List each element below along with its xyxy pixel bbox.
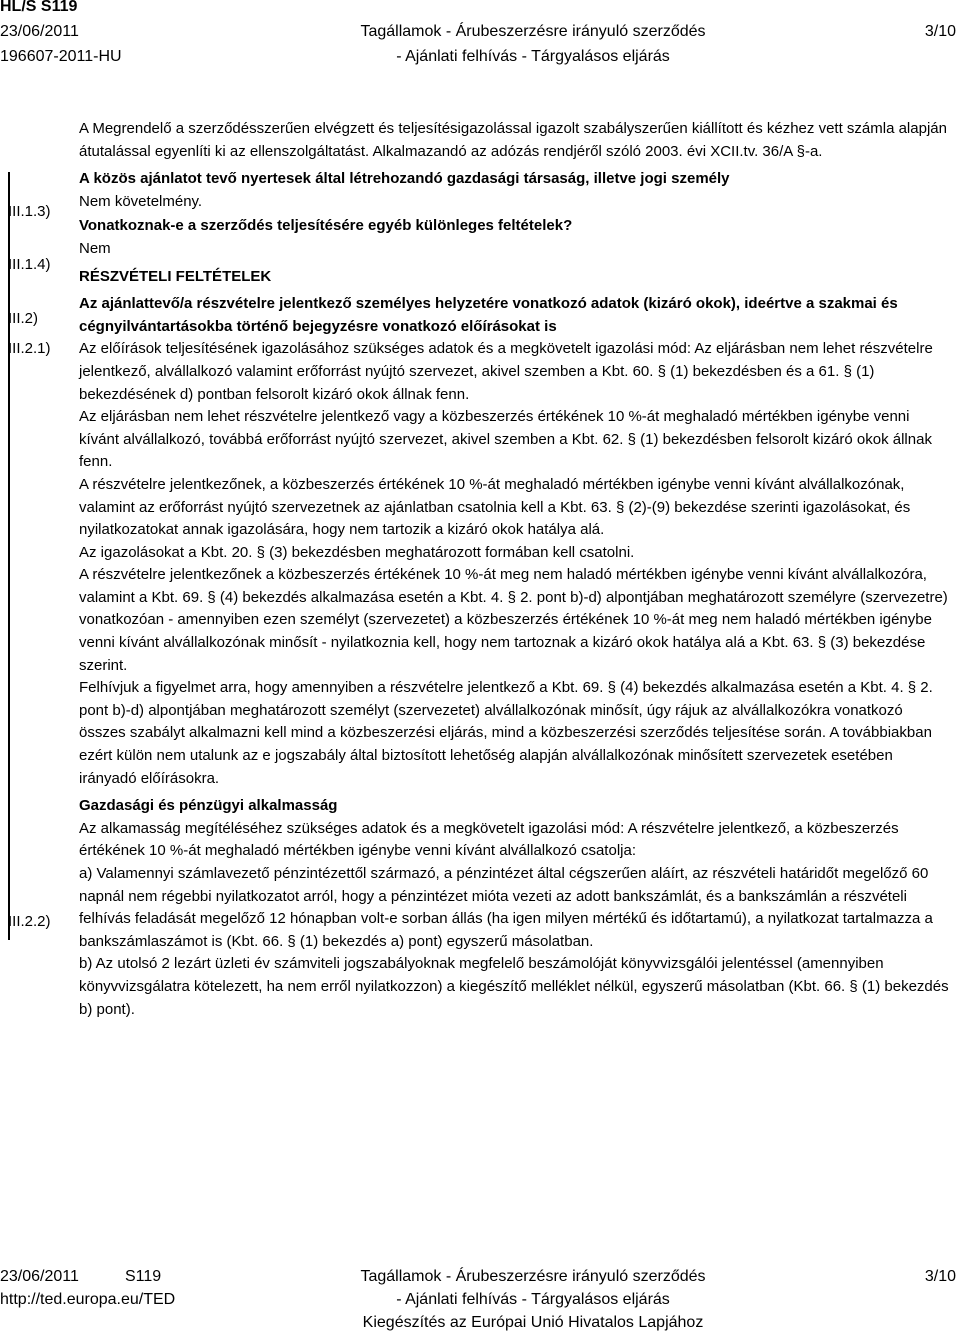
footer-series: S119 — [125, 1268, 162, 1285]
special-conditions-heading: Vonatkoznak-e a szerződés teljesítésére egyéb különleges feltételek? — [79, 217, 573, 235]
joint-bid-heading: A közös ajánlatot tevő nyertesek által létrehozandó gazdasági társaság, illetve jogi személy — [79, 170, 730, 188]
payment-terms-text: A Megrendelő a szerződésszerűen elvégzett és teljesítésigazolással igazolt szabályszerűen kiállított és kézhez vett számla alapján átutalással egyenlíti ki az ellenszolgáltatást. Alkalmazandó az adózás rendjéről szóló 2003. évi XCII.tv. 36/A §-a. — [79, 120, 947, 160]
document-body — [79, 118, 953, 1021]
economic-standing-text-3: b) Az utolsó 2 lezárt üzleti év számviteli jogszabályoknak megfelelő beszámolóját könyvvizsgálói jelentéssel (amennyiben könyvvizsgálatra kötelezett, ha nem erről nyilatkozzon) a kiegészítő melléklet nélkül, egyszerű másolatban (Kbt. 66. § (1) bekezdés b) pont). — [79, 955, 949, 1018]
footer-title: Tagállamok - Árubeszerzésre irányuló szerződés — [360, 1268, 706, 1285]
economic-standing-text-1: Az alkamasság megítéléséhez szükséges adatok és a megkövetelt igazolási mód: A részvételre jelentkező, a közbeszerzés értékének 10 %-át meghaladó mértékben igénybe venni kívánt alvállalkozó csatolja: — [79, 819, 899, 860]
personal-situation-heading: Az ajánlattevő/a részvételre jelentkező személyes helyzetére vonatkozó adatok (kizáró okok), ideértve a szakmai és cégnyilvántartásokba történő bejegyzésre vonatkozó előírásokat is — [79, 295, 898, 335]
header-date: 23/06/2011 — [0, 23, 79, 40]
header-document-number: 196607-2011-HU — [0, 48, 122, 65]
economic-standing-heading: Gazdasági és pénzügyi alkalmasság — [79, 797, 338, 815]
personal-situation-text-2: Az eljárásban nem lehet részvételre jelentkező vagy a közbeszerzés értékének 10 %-át meghaladó mértékben igénybe venni kívánt alvállalkozó, továbbá erőforrást nyújtó szervezet, akivel szemben a Kbt. 62. § (1) bekezdésben felsorolt kizáró okok állnak fenn. — [79, 408, 932, 471]
sidebar-rule — [8, 172, 10, 940]
joint-bid-value: Nem követelmény. — [79, 192, 203, 210]
special-conditions-value: Nem — [79, 239, 111, 257]
footer-date: 23/06/2011 — [0, 1268, 79, 1285]
header-journal-ref: HL/S S119 — [0, 0, 78, 15]
personal-situation-text-6: Felhívjuk a figyelmet arra, hogy amennyiben a részvételre jelentkező a Kbt. 69. § (4) bekezdés alkalmazása esetén a Kbt. 4. § 2. pont b)-d) alpontjában meghatározott személyt (szervezetet) alvállalkozónak minősít, úgy rájuk az alvállalkozókra vonatkozó összes szabályt alkalmazni kell mind a közbeszerzési eljárás, mind a közbeszerzési szerződés teljesítése során. A továbbiakban ezért külön nem utalunk az e jogszabály által biztosított lehetőség alapján alvállalkozónak minősített szervezetek esetében irányadó előírásokra. — [79, 679, 933, 787]
personal-situation-text-5: A részvételre jelentkezőnek a közbeszerzés értékének 10 %-át meg nem haladó mértékben igénybe venni kívánt alvállalkozóra, valamint a Kbt. 69. § (4) bekezdés alkalmazása esetén a Kbt. 4. § 2. pont b)-d) alpontjában meghatározott személyre (szervezetre) vonatkozóan - amennyiben ezen személyt (szervezetet) a közbeszerzés értékének 10 %-át meg nem haladó mértékben igénybe venni kívánt alvállalkozónak minősít - nyilatkoznia kell, hogy nem tartoznak a kizáró okok hatálya alá a Kbt. 63. § (3) bekezdése szerint. — [79, 566, 948, 674]
header-page-number: 3/10 — [924, 23, 956, 40]
section-label-iii-1-4: III.1.4) — [8, 256, 51, 273]
economic-standing-text-2: a) Valamennyi számlavezető pénzintézettől származó, a pénzintézet által cégszerűen aláírt, az részvételi határidőt megelőző 60 napnál nem régebbi nyilatkozatot arról, hogy a pénzintézet mióta vezeti az adott bankszámlát, és a bankszámlán a részvételi felhívás feladását megelőző 12 hónapban volt-e sorban állás (ha igen milyen mértékű és időtartamú), a nyilatkozat tartalmazza a bankszámlaszámot is (Kbt. 66. § (1) bekezdés a) pont) egyszerű másolatban. — [79, 865, 933, 950]
section-label-iii-1-3: III.1.3) — [8, 203, 51, 220]
footer-page-number: 3/10 — [924, 1268, 956, 1285]
header-title: Tagállamok - Árubeszerzésre irányuló szerződés — [360, 23, 706, 40]
footer-url[interactable]: http://ted.europa.eu/TED — [0, 1291, 176, 1308]
section-label-iii-2: III.2) — [8, 310, 39, 327]
personal-situation-text-3: A részvételre jelentkezőnek, a közbeszerzés értékének 10 %-át meghaladó mértékben igénybe venni kívánt alvállalkozónak, valamint az erőforrást nyújtó szervezetnek az ajánlatban csatolnia kell a Kbt. 63. § (2)-(9) bekezdése szerinti igazolásokat, és nyilatkozatokat annak igazolására, hogy nem tartozik a kizáró okok hatálya alá. — [79, 475, 911, 539]
section-sidebar — [0, 0, 78, 1334]
header-subtitle: - Ajánlati felhívás - Tárgyalásos eljárás — [396, 48, 670, 65]
personal-situation-text-1: Az előírások teljesítésének igazolásához szükséges adatok és a megkövetelt igazolási mód: Az eljárásban nem lehet részvételre jelentkező, alvállalkozó valamint erőforrást nyújtó szervezet, akivel szemben a Kbt. 60. § (1) bekezdésben és a 61. § (1) bekezdésének d) pontban felsorolt kizáró okok állnak fenn. — [79, 340, 933, 403]
participation-conditions-heading: RÉSZVÉTELI FELTÉTELEK — [79, 267, 272, 285]
personal-situation-text-4: Az igazolásokat a Kbt. 20. § (3) bekezdésben meghatározott formában kell csatolni. — [79, 543, 635, 561]
section-label-iii-2-1: III.2.1) — [8, 340, 51, 357]
section-label-iii-2-2: III.2.2) — [8, 913, 51, 930]
footer-supplement: Kiegészítés az Európai Unió Hivatalos Lapjához — [362, 1314, 704, 1331]
footer-subtitle: - Ajánlati felhívás - Tárgyalásos eljárás — [396, 1291, 670, 1308]
